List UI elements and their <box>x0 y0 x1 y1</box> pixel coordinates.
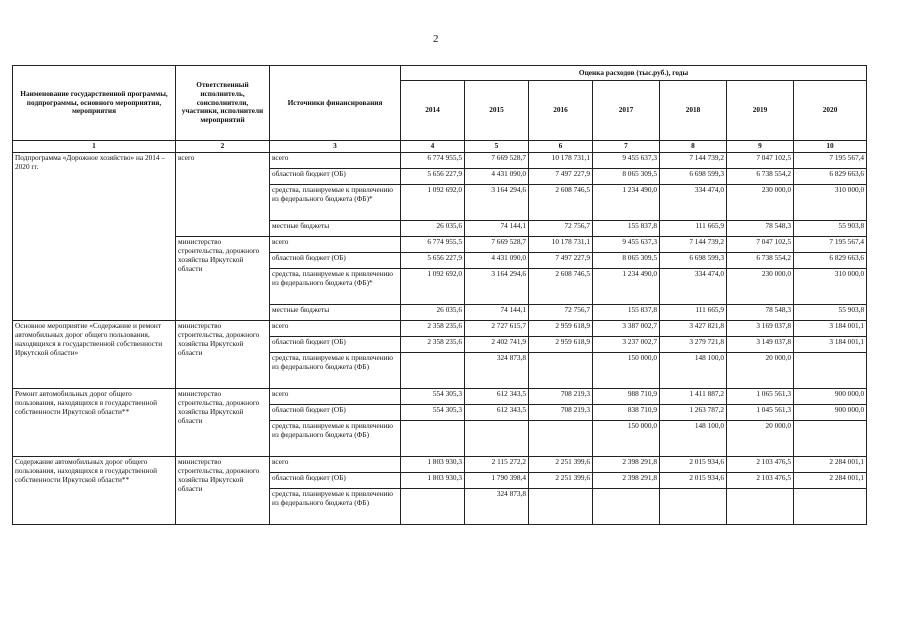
value-cell: 1 234 490,0 <box>593 269 660 305</box>
header-estimate: Оценка расходов (тыс.руб.), годы <box>401 66 867 81</box>
value-cell <box>794 353 867 389</box>
source-cell: средства, планируемые к привлечению из федерального бюджета (ФБ)* <box>270 269 401 305</box>
value-cell: 1 803 930,3 <box>401 457 465 473</box>
value-cell: 1 045 561,3 <box>727 405 794 421</box>
source-cell: средства, планируемые к привлечению из федерального бюджета (ФБ) <box>270 353 401 389</box>
value-cell: 1 803 930,3 <box>401 473 465 489</box>
value-cell: 7 497 227,9 <box>529 253 593 269</box>
value-cell: 7 144 739,2 <box>660 237 727 253</box>
value-cell: 9 455 637,3 <box>593 153 660 169</box>
value-cell: 230 000,0 <box>727 185 794 221</box>
value-cell: 6 738 554,2 <box>727 169 794 185</box>
value-cell: 8 065 309,5 <box>593 169 660 185</box>
value-cell: 900 000,0 <box>794 389 867 405</box>
value-cell: 324 873,8 <box>465 353 529 389</box>
value-cell: 7 195 567,4 <box>794 237 867 253</box>
column-index: 2 <box>176 141 270 153</box>
value-cell: 2 608 746,5 <box>529 185 593 221</box>
value-cell: 554 305,3 <box>401 405 465 421</box>
value-cell: 310 000,0 <box>794 269 867 305</box>
value-cell: 3 387 002,7 <box>593 321 660 337</box>
source-cell: средства, планируемые к привлечению из федерального бюджета (ФБ) <box>270 489 401 525</box>
table-row <box>13 321 867 337</box>
header-year: 2018 <box>660 81 727 141</box>
page-number: 2 <box>433 33 439 45</box>
value-cell <box>529 489 593 525</box>
value-cell: 78 548,3 <box>727 221 794 237</box>
source-cell: местные бюджеты <box>270 221 401 237</box>
column-index: 1 <box>13 141 176 153</box>
value-cell: 2 015 934,6 <box>660 457 727 473</box>
value-cell: 155 837,8 <box>593 221 660 237</box>
value-cell: 708 219,3 <box>529 405 593 421</box>
value-cell: 310 000,0 <box>794 185 867 221</box>
value-cell: 2 398 291,8 <box>593 457 660 473</box>
program-name-cell: Подпрограмма «Дорожное хозяйство» на 2014 – 2020 гг. <box>13 153 176 321</box>
value-cell: 1 411 887,2 <box>660 389 727 405</box>
value-cell: 2 959 618,9 <box>529 337 593 353</box>
value-cell: 150 000,0 <box>593 353 660 389</box>
header-year: 2014 <box>401 81 465 141</box>
value-cell: 838 710,9 <box>593 405 660 421</box>
value-cell: 324 873,8 <box>465 489 529 525</box>
column-index: 4 <box>401 141 465 153</box>
value-cell: 2 103 476,5 <box>727 473 794 489</box>
value-cell: 3 169 037,8 <box>727 321 794 337</box>
column-index: 9 <box>727 141 794 153</box>
header-year: 2015 <box>465 81 529 141</box>
value-cell: 1 263 787,2 <box>660 405 727 421</box>
value-cell: 7 047 102,5 <box>727 153 794 169</box>
value-cell: 6 698 599,3 <box>660 253 727 269</box>
value-cell <box>465 421 529 457</box>
value-cell: 55 903,8 <box>794 305 867 321</box>
source-cell: всего <box>270 389 401 405</box>
source-cell: всего <box>270 153 401 169</box>
program-name-cell: Ремонт автомобильных дорог общего пользования, находящихся в государственной собственности Иркутской области** <box>13 389 176 457</box>
source-cell: средства, планируемые к привлечению из федерального бюджета (ФБ) <box>270 421 401 457</box>
source-cell: местные бюджеты <box>270 305 401 321</box>
value-cell: 708 219,3 <box>529 389 593 405</box>
value-cell: 2 402 741,9 <box>465 337 529 353</box>
responsible-cell: министерство строительства, дорожного хозяйства Иркутской области <box>176 321 270 389</box>
source-cell: областной бюджет (ОБ) <box>270 405 401 421</box>
source-cell: всего <box>270 321 401 337</box>
source-cell: областной бюджет (ОБ) <box>270 337 401 353</box>
table-row <box>13 457 867 473</box>
value-cell: 20 000,0 <box>727 421 794 457</box>
value-cell: 1 092 692,0 <box>401 269 465 305</box>
value-cell: 2 358 235,6 <box>401 321 465 337</box>
column-index: 7 <box>593 141 660 153</box>
value-cell: 2 284 001,1 <box>794 457 867 473</box>
source-cell: всего <box>270 237 401 253</box>
responsible-cell: министерство строительства, дорожного хозяйства Иркутской области <box>176 457 270 525</box>
value-cell: 111 665,9 <box>660 221 727 237</box>
value-cell: 2 103 476,5 <box>727 457 794 473</box>
value-cell: 3 149 037,8 <box>727 337 794 353</box>
value-cell: 6 774 955,5 <box>401 153 465 169</box>
value-cell: 7 144 739,2 <box>660 153 727 169</box>
responsible-cell: министерство строительства, дорожного хозяйства Иркутской области <box>176 237 270 321</box>
value-cell: 10 178 731,1 <box>529 237 593 253</box>
value-cell: 3 164 294,6 <box>465 269 529 305</box>
value-cell: 111 665,9 <box>660 305 727 321</box>
column-index: 5 <box>465 141 529 153</box>
value-cell: 8 065 309,5 <box>593 253 660 269</box>
source-cell: областной бюджет (ОБ) <box>270 169 401 185</box>
header-year: 2020 <box>794 81 867 141</box>
value-cell: 74 144,1 <box>465 221 529 237</box>
value-cell: 3 237 002,7 <box>593 337 660 353</box>
header-year: 2016 <box>529 81 593 141</box>
value-cell: 2 251 399,6 <box>529 457 593 473</box>
value-cell: 2 727 615,7 <box>465 321 529 337</box>
value-cell: 7 669 528,7 <box>465 237 529 253</box>
table-body <box>13 153 867 525</box>
value-cell: 1 790 398,4 <box>465 473 529 489</box>
value-cell: 7 047 102,5 <box>727 237 794 253</box>
value-cell <box>593 489 660 525</box>
value-cell: 2 959 618,9 <box>529 321 593 337</box>
value-cell: 2 115 272,2 <box>465 457 529 473</box>
header-name: Наименование государственной программы, подпрограммы, основного мероприятия, мероприятия <box>13 66 176 141</box>
value-cell: 7 669 528,7 <box>465 153 529 169</box>
responsible-cell: всего <box>176 153 270 237</box>
source-cell: средства, планируемые к привлечению из федерального бюджета (ФБ)* <box>270 185 401 221</box>
value-cell: 20 000,0 <box>727 353 794 389</box>
column-index: 3 <box>270 141 401 153</box>
value-cell: 9 455 637,3 <box>593 237 660 253</box>
table-row <box>13 389 867 405</box>
value-cell: 334 474,0 <box>660 269 727 305</box>
value-cell: 230 000,0 <box>727 269 794 305</box>
value-cell <box>401 421 465 457</box>
value-cell: 10 178 731,1 <box>529 153 593 169</box>
value-cell: 3 184 001,1 <box>794 337 867 353</box>
value-cell: 74 144,1 <box>465 305 529 321</box>
value-cell: 7 195 567,4 <box>794 153 867 169</box>
value-cell <box>401 353 465 389</box>
column-index: 10 <box>794 141 867 153</box>
value-cell <box>794 421 867 457</box>
program-name-cell: Содержание автомобильных дорог общего пользования, находящихся в государственной собственности Иркутской области** <box>13 457 176 525</box>
source-cell: всего <box>270 457 401 473</box>
column-index: 8 <box>660 141 727 153</box>
value-cell: 900 000,0 <box>794 405 867 421</box>
value-cell <box>794 489 867 525</box>
value-cell: 3 279 721,8 <box>660 337 727 353</box>
value-cell: 6 774 955,5 <box>401 237 465 253</box>
value-cell: 2 608 746,5 <box>529 269 593 305</box>
value-cell: 72 756,7 <box>529 305 593 321</box>
value-cell: 2 251 399,6 <box>529 473 593 489</box>
header-year: 2017 <box>593 81 660 141</box>
value-cell: 6 738 554,2 <box>727 253 794 269</box>
value-cell: 5 656 227,9 <box>401 253 465 269</box>
value-cell: 7 497 227,9 <box>529 169 593 185</box>
header-year: 2019 <box>727 81 794 141</box>
value-cell: 148 100,0 <box>660 353 727 389</box>
value-cell: 72 756,7 <box>529 221 593 237</box>
source-cell: областной бюджет (ОБ) <box>270 253 401 269</box>
value-cell: 26 035,6 <box>401 221 465 237</box>
value-cell: 6 829 663,6 <box>794 253 867 269</box>
responsible-cell: министерство строительства, дорожного хозяйства Иркутской области <box>176 389 270 457</box>
value-cell: 2 398 291,8 <box>593 473 660 489</box>
column-index: 6 <box>529 141 593 153</box>
table-row <box>13 153 867 169</box>
value-cell: 1 065 561,3 <box>727 389 794 405</box>
value-cell: 78 548,3 <box>727 305 794 321</box>
value-cell: 4 431 090,0 <box>465 253 529 269</box>
value-cell: 3 164 294,6 <box>465 185 529 221</box>
value-cell: 2 284 001,1 <box>794 473 867 489</box>
value-cell: 988 710,9 <box>593 389 660 405</box>
header-sources: Источники финансирования <box>270 66 401 141</box>
value-cell: 6 698 599,3 <box>660 169 727 185</box>
source-cell: областной бюджет (ОБ) <box>270 473 401 489</box>
value-cell: 334 474,0 <box>660 185 727 221</box>
value-cell: 26 035,6 <box>401 305 465 321</box>
budget-table <box>12 65 867 525</box>
value-cell: 2 358 235,6 <box>401 337 465 353</box>
value-cell: 1 092 692,0 <box>401 185 465 221</box>
value-cell <box>727 489 794 525</box>
value-cell <box>401 489 465 525</box>
program-name-cell: Основное мероприятие «Содержание и ремонт автомобильных дорог общего пользования, находящихся в государственной собственности Иркутской области» <box>13 321 176 389</box>
value-cell: 4 431 090,0 <box>465 169 529 185</box>
value-cell: 612 343,5 <box>465 389 529 405</box>
value-cell: 150 000,0 <box>593 421 660 457</box>
value-cell: 3 184 001,1 <box>794 321 867 337</box>
value-cell: 612 343,5 <box>465 405 529 421</box>
value-cell <box>529 353 593 389</box>
value-cell: 155 837,8 <box>593 305 660 321</box>
value-cell: 2 015 934,6 <box>660 473 727 489</box>
value-cell: 5 656 227,9 <box>401 169 465 185</box>
value-cell: 148 100,0 <box>660 421 727 457</box>
value-cell <box>660 489 727 525</box>
value-cell: 554 305,3 <box>401 389 465 405</box>
value-cell: 1 234 490,0 <box>593 185 660 221</box>
value-cell: 6 829 663,6 <box>794 169 867 185</box>
value-cell: 55 903,8 <box>794 221 867 237</box>
value-cell <box>529 421 593 457</box>
value-cell: 3 427 821,8 <box>660 321 727 337</box>
header-responsible: Ответственный исполнитель, соисполнители, участники, исполнители мероприятий <box>176 66 270 141</box>
